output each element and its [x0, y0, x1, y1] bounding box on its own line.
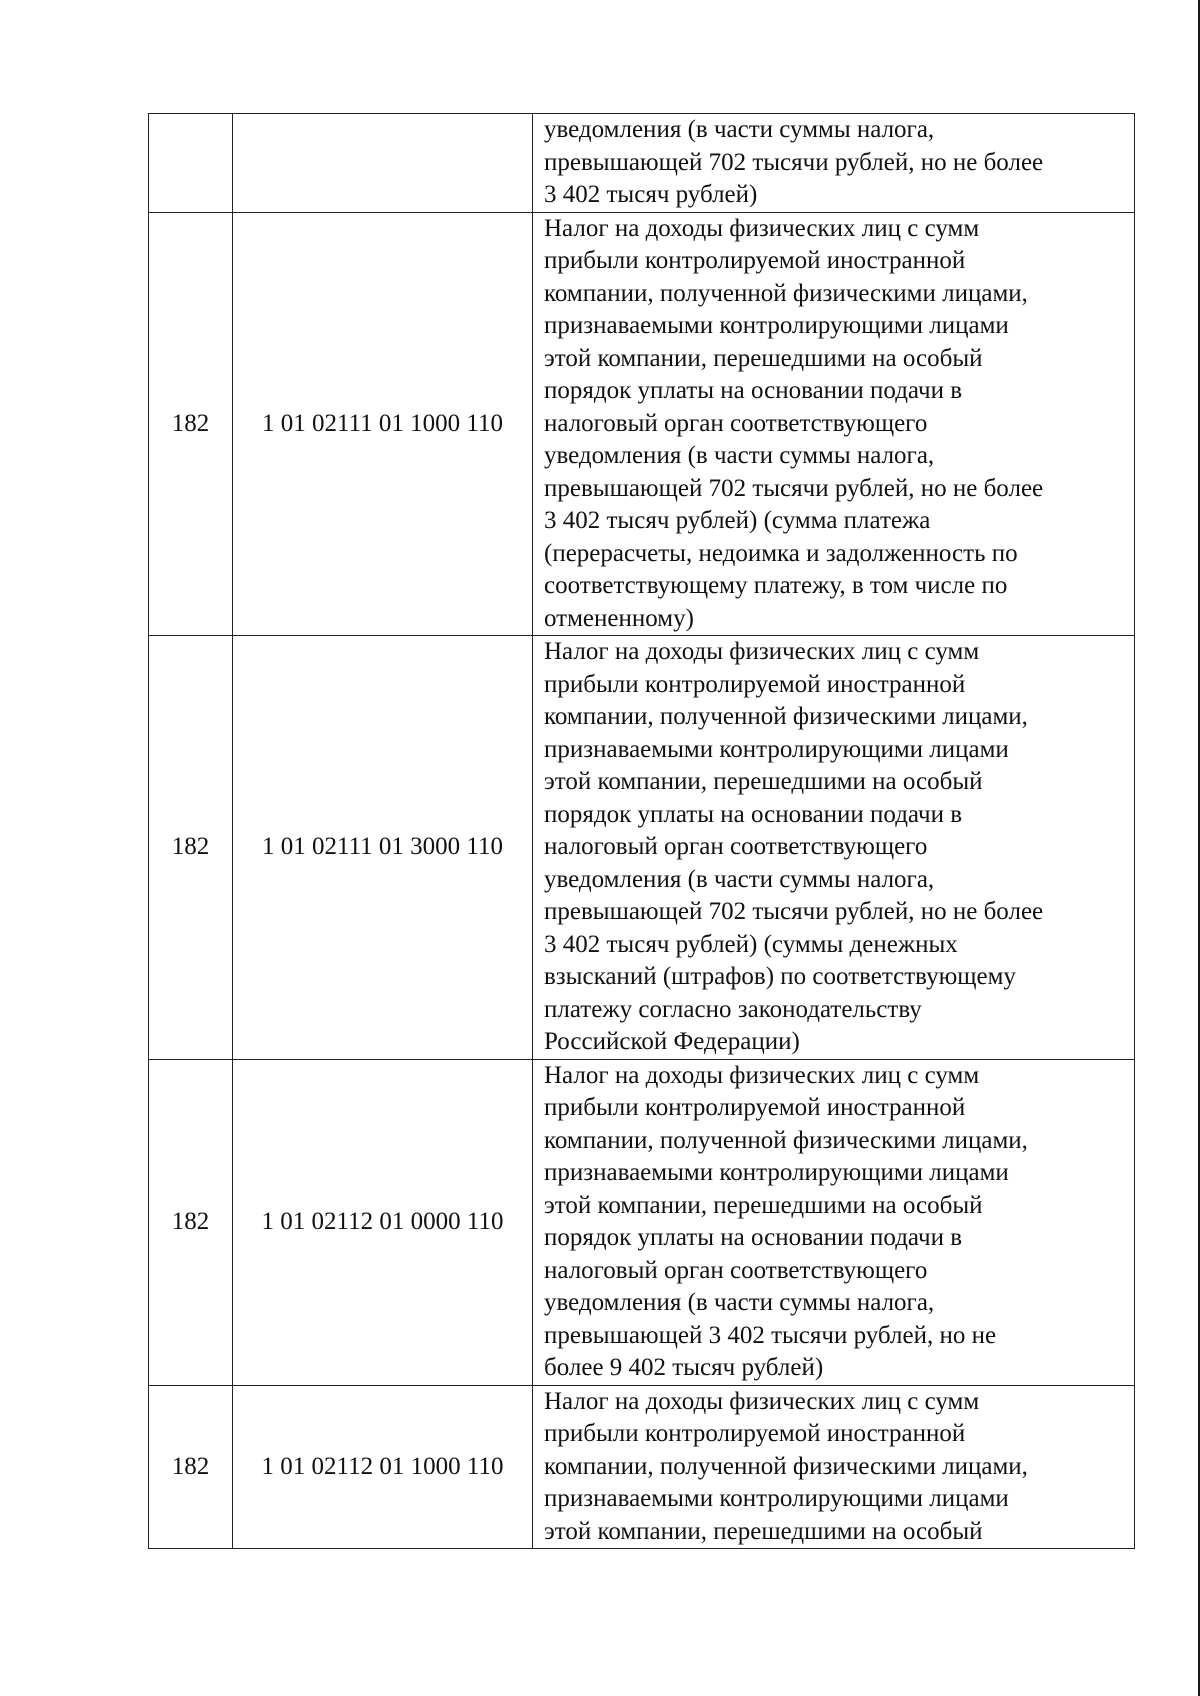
text-line: порядок уплаты на основании подачи в	[544, 1224, 963, 1251]
table-row	[149, 1059, 1135, 1385]
text-line: компании, полученной физическими лицами,	[544, 703, 1028, 730]
budget-code-cell: 1 01 02112 01 1000 110	[233, 1385, 533, 1549]
text-line: компании, полученной физическими лицами,	[544, 279, 1028, 307]
table-row	[149, 114, 1135, 213]
table-body	[149, 114, 1135, 1549]
budget-code-cell: 1 01 02112 01 0000 110	[233, 1059, 533, 1385]
text-line: налоговый орган соответствующего	[544, 409, 928, 437]
text-line: взысканий (штрафов) по соответствующему	[544, 963, 1016, 990]
text-line: отмененному)	[544, 604, 694, 632]
text-line: прибыли контролируемой иностранной	[544, 670, 966, 698]
revenue-name-cell	[533, 114, 1135, 213]
text-line: прибыли контролируемой иностранной	[544, 1094, 966, 1121]
text-line: Налог на доходы физических лиц с сумм	[544, 638, 980, 665]
text-line: признаваемыми контролирующими лицами	[544, 312, 1009, 339]
text-line: Налог на доходы физических лиц с сумм	[544, 214, 980, 242]
text-line: компании, полученной физическими лицами,	[544, 1126, 1028, 1154]
text-line: (перерасчеты, недоимка и задолженность по	[544, 539, 1018, 567]
text-line: прибыли контролируемой иностранной	[544, 247, 966, 274]
admin-code-cell	[149, 114, 233, 213]
text-line: компании, полученной физическими лицами,	[544, 1452, 1028, 1480]
budget-code-cell: 1 01 02111 01 3000 110	[233, 636, 533, 1060]
revenue-name-cell	[533, 636, 1135, 1060]
budget-code-cell: 1 01 02111 01 1000 110	[233, 212, 533, 636]
revenue-name-cell	[533, 212, 1135, 636]
revenue-name-cell	[533, 1385, 1135, 1549]
text-line: этой компании, перешедшими на особый	[544, 768, 983, 795]
table-row	[149, 636, 1135, 1060]
admin-code-cell: 182	[149, 636, 233, 1060]
text-line: этой компании, перешедшими на особый	[544, 1191, 983, 1219]
text-line: налоговый орган соответствующего	[544, 833, 928, 860]
text-line: превышающей 3 402 тысячи рублей, но не	[544, 1321, 997, 1349]
table-row	[149, 1385, 1135, 1549]
text-line: уведомления (в части суммы налога,	[544, 442, 935, 469]
text-line: уведомления (в части суммы налога,	[544, 1289, 935, 1316]
text-line: порядок уплаты на основании подачи в	[544, 800, 963, 828]
revenue-name-cell	[533, 1059, 1135, 1385]
text-line: прибыли контролируемой иностранной	[544, 1420, 966, 1447]
text-line: 3 402 тысяч рублей) (сумма платежа	[544, 507, 931, 534]
admin-code-cell: 182	[149, 1059, 233, 1385]
text-line: превышающей 702 тысячи рублей, но не более	[544, 148, 1044, 176]
text-line: уведомления (в части суммы налога,	[544, 865, 935, 893]
text-line: этой компании, перешедшими на особый	[544, 344, 983, 372]
text-line: Российской Федерации)	[544, 1028, 800, 1055]
budget-classification-table	[148, 113, 1135, 1549]
text-line: более 9 402 тысяч рублей)	[544, 1354, 824, 1381]
admin-code-cell: 182	[149, 212, 233, 636]
text-line: превышающей 702 тысячи рублей, но не более	[544, 898, 1044, 925]
text-line: соответствующему платежу, в том числе по	[544, 572, 1008, 599]
budget-code-cell	[233, 114, 533, 213]
text-line: платежу согласно законодательству	[544, 995, 922, 1023]
table-row	[149, 212, 1135, 636]
text-line: Налог на доходы физических лиц с сумм	[544, 1387, 980, 1415]
admin-code-cell: 182	[149, 1385, 233, 1549]
text-line: уведомления (в части суммы налога,	[544, 116, 935, 143]
text-line: 3 402 тысяч рублей)	[544, 181, 758, 208]
text-line: превышающей 702 тысячи рублей, но не более	[544, 474, 1044, 502]
text-line: признаваемыми контролирующими лицами	[544, 1159, 1009, 1186]
text-line: признаваемыми контролирующими лицами	[544, 735, 1009, 763]
text-line: Налог на доходы физических лиц с сумм	[544, 1061, 980, 1089]
text-line: признаваемыми контролирующими лицами	[544, 1485, 1009, 1512]
text-line: этой компании, перешедшими на особый	[544, 1517, 983, 1545]
text-line: налоговый орган соответствующего	[544, 1256, 928, 1284]
text-line: 3 402 тысяч рублей) (суммы денежных	[544, 930, 958, 958]
text-line: порядок уплаты на основании подачи в	[544, 377, 963, 404]
